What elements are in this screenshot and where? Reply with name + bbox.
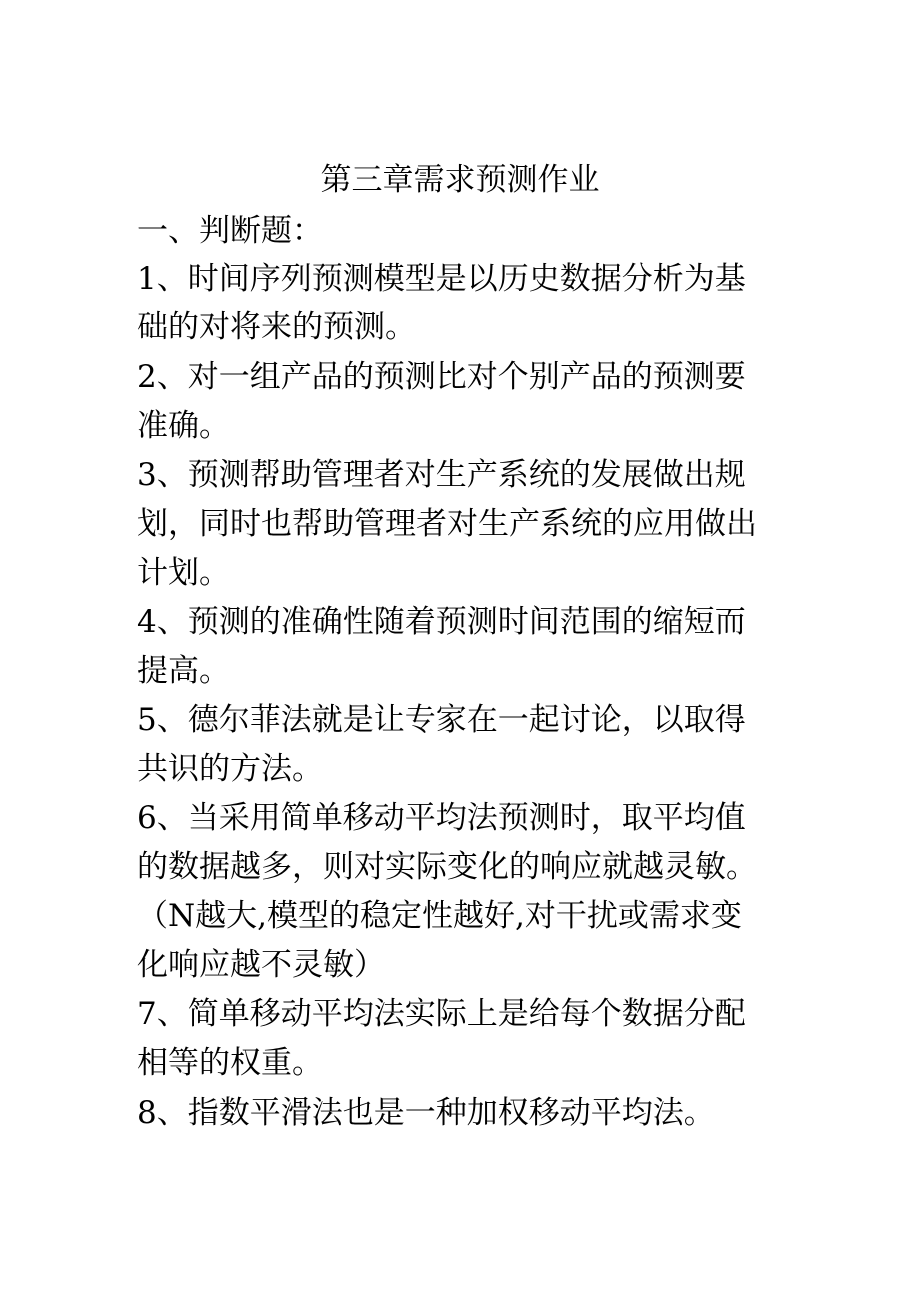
question-3-line-1: 3、预测帮助管理者对生产系统的发展做出规 <box>137 457 746 493</box>
question-6-note-line-1: （N越大,模型的稳定性越好,对干扰或需求变 <box>137 898 742 934</box>
question-6-note-line-2: 化响应越不灵敏） <box>137 947 385 983</box>
question-8-line-1: 8、指数平滑法也是一种加权移动平均法。 <box>137 1095 715 1131</box>
question-3-line-3: 计划。 <box>137 555 230 591</box>
question-3-line-2: 划，同时也帮助管理者对生产系统的应用做出 <box>137 506 757 542</box>
question-6-line-1: 6、当采用简单移动平均法预测时，取平均值 <box>137 800 746 836</box>
question-7-line-1: 7、简单移动平均法实际上是给每个数据分配 <box>137 996 746 1032</box>
question-4-line-1: 4、预测的准确性随着预测时间范围的缩短而 <box>137 604 746 640</box>
question-6-line-2: 的数据越多，则对实际变化的响应就越灵敏。 <box>137 849 757 885</box>
question-5-line-2: 共识的方法。 <box>137 751 323 787</box>
question-4-line-2: 提高。 <box>137 653 230 689</box>
question-1-line-1: 1、时间序列预测模型是以历史数据分析为基 <box>137 261 746 297</box>
question-7-line-2: 相等的权重。 <box>137 1045 323 1081</box>
document-title: 第三章需求预测作业 <box>320 162 600 198</box>
question-1-line-2: 础的对将来的预测。 <box>137 309 416 345</box>
question-5-line-1: 5、德尔菲法就是让专家在一起讨论，以取得 <box>137 702 746 738</box>
question-2-line-1: 2、对一组产品的预测比对个别产品的预测要 <box>137 359 746 395</box>
section-heading-true-false: 一、判断题： <box>137 213 323 249</box>
question-2-line-2: 准确。 <box>137 408 230 444</box>
